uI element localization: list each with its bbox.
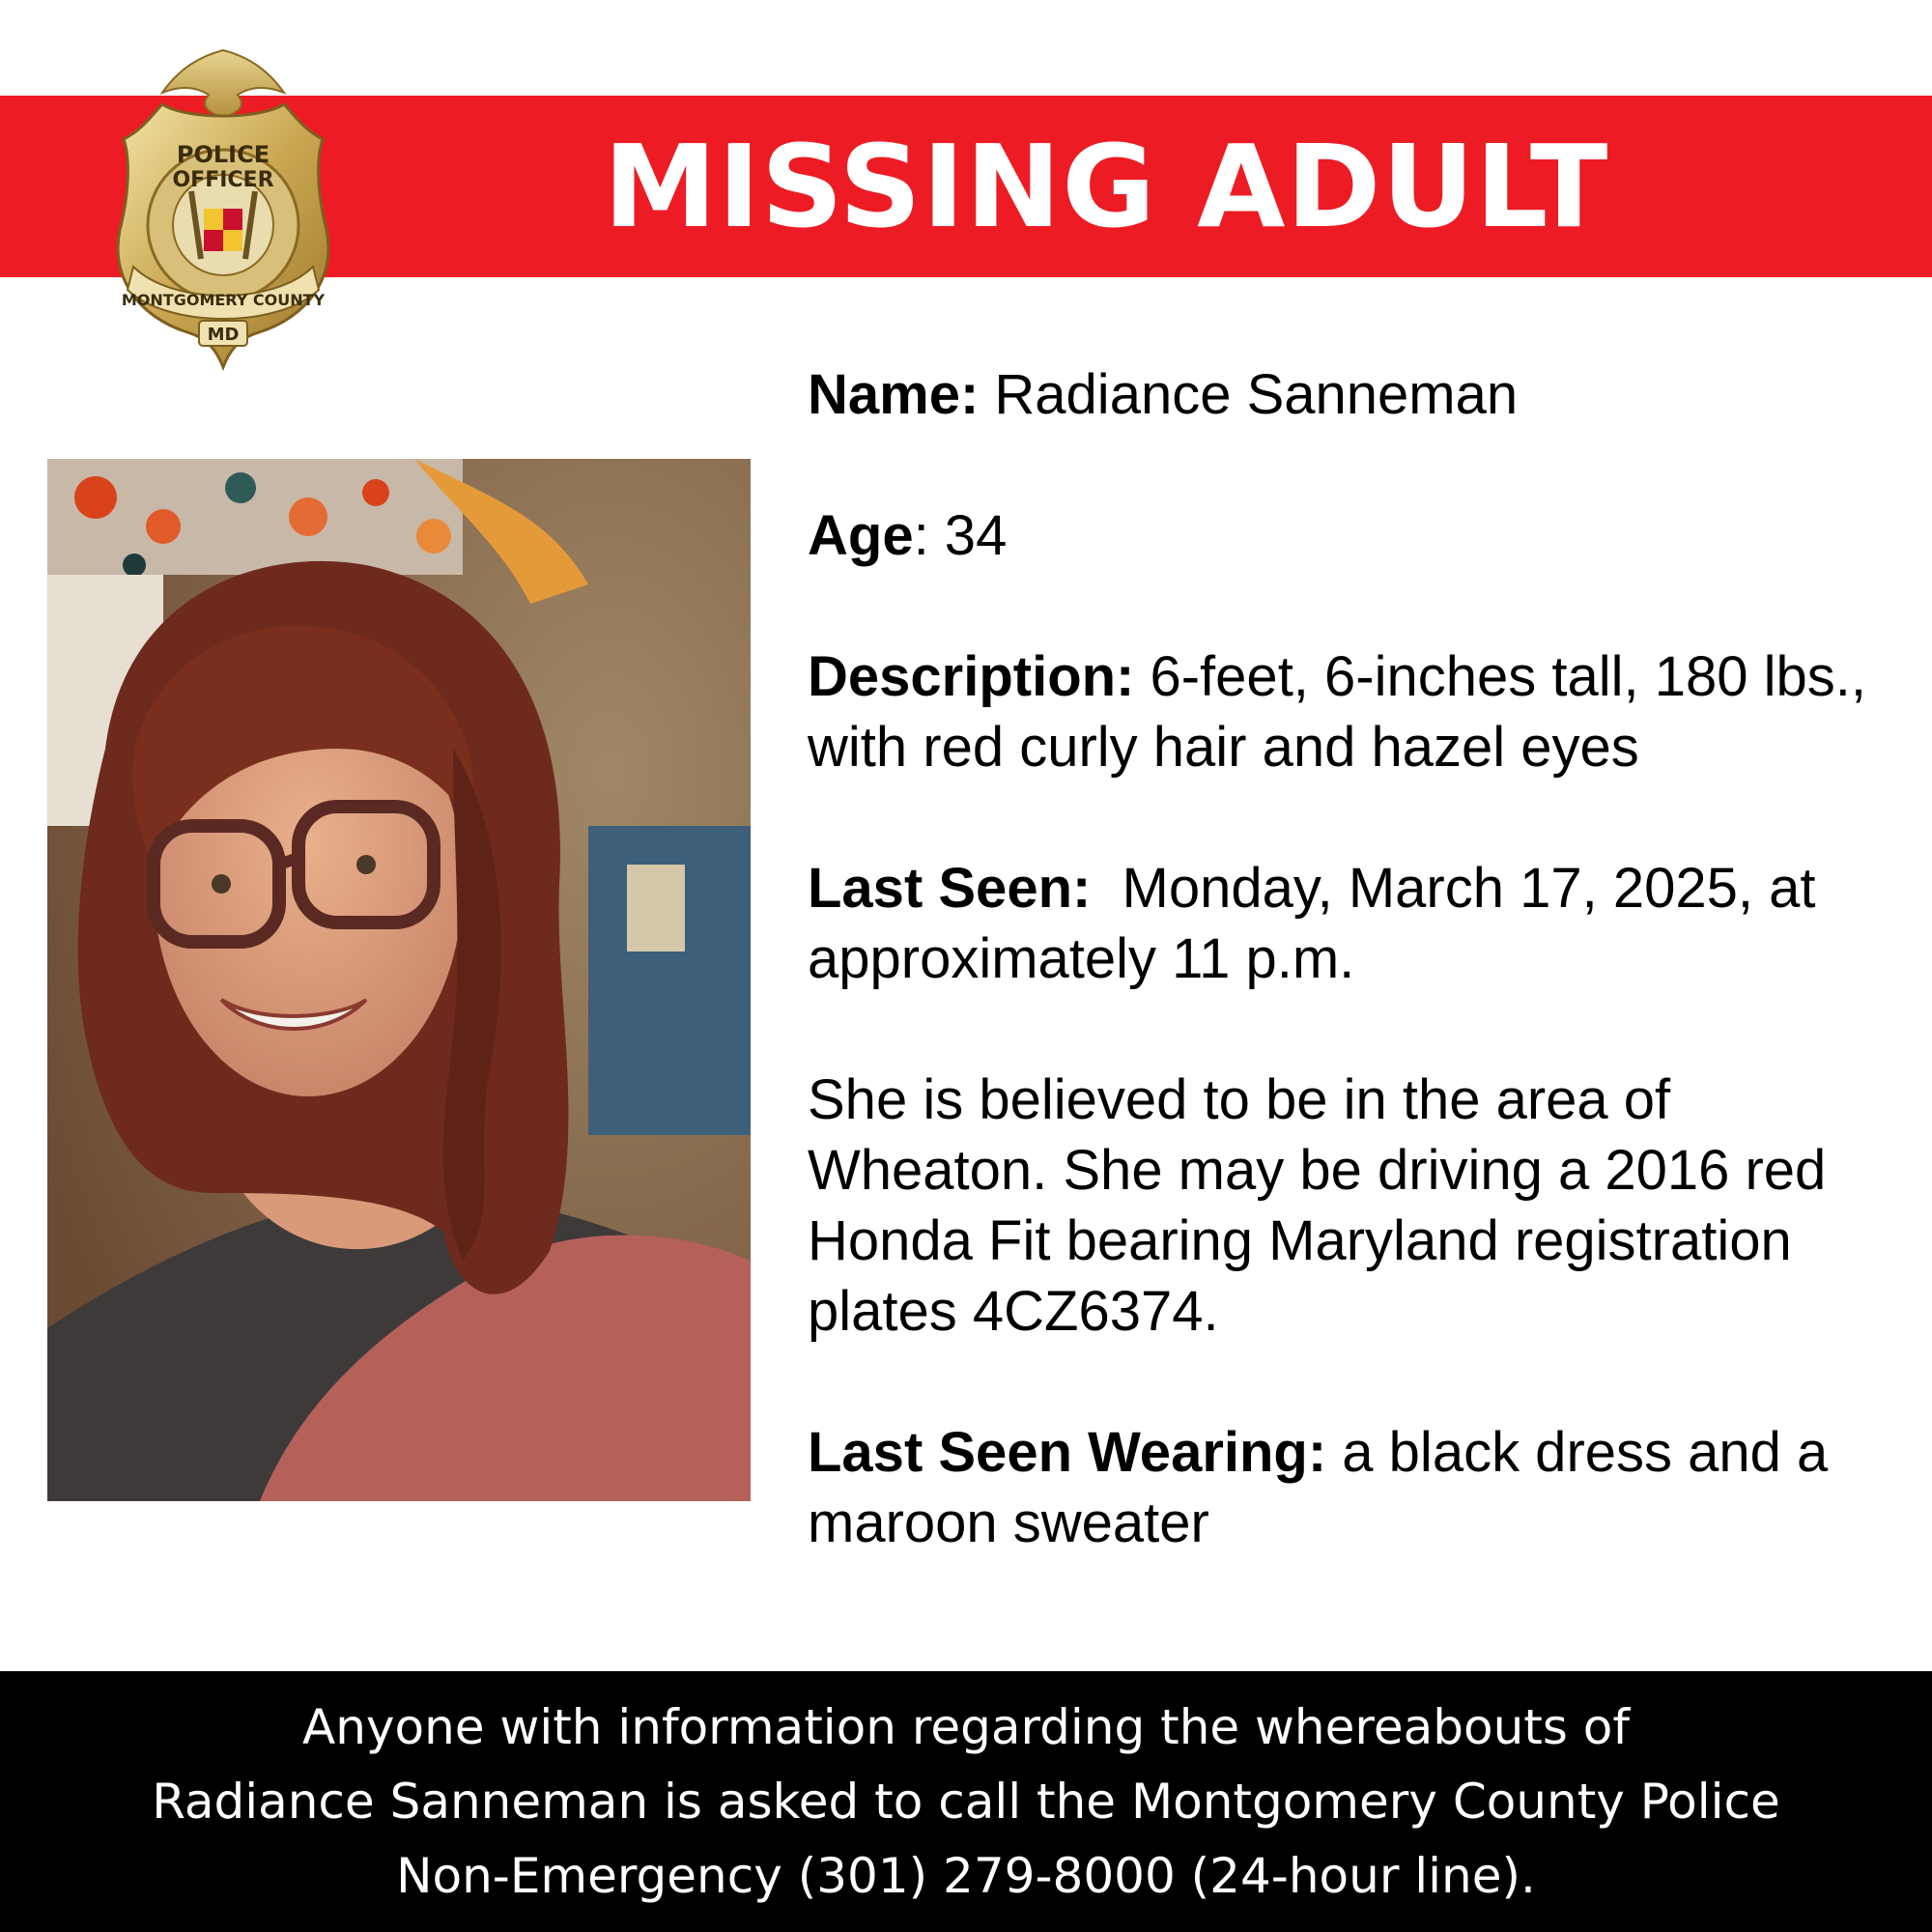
description-row: [808, 641, 1889, 782]
age-row: [808, 500, 1889, 571]
area-text: She is believed to be in the area of Wheaton. She may be driving a 2016 red Honda Fit bearing Maryland registration plates 4CZ6374.: [808, 1068, 1827, 1343]
last-seen-label: Last Seen:: [808, 857, 1092, 920]
age-value: : 34: [913, 504, 1008, 567]
last-seen-row: [808, 853, 1889, 994]
name-label: Name:: [808, 363, 980, 426]
age-label: Age: [808, 504, 914, 567]
wearing-value: a black dress and a maroon sweater: [808, 1421, 1829, 1554]
description-label: Description:: [808, 645, 1135, 708]
footer-line-3: Non-Emergency (301) 279-8000 (24-hour line).: [396, 1847, 1536, 1904]
wearing-label: Last Seen Wearing:: [808, 1421, 1327, 1484]
page-title: MISSING ADULT: [603, 120, 1609, 253]
badge-text-md: MD: [207, 325, 240, 345]
contact-footer: [0, 1671, 1932, 1932]
badge-text-police: POLICE: [176, 141, 270, 168]
name-row: [808, 359, 1889, 430]
police-badge-icon: [95, 46, 352, 373]
footer-line-2: Radiance Sanneman is asked to call the Montgomery County Police: [152, 1773, 1780, 1830]
last-seen-value: Monday, March 17, 2025, at approximately 11 p.m.: [808, 857, 1832, 990]
portrait-photo: [47, 459, 751, 1501]
badge-ribbon-text: MONTGOMERY COUNTY: [121, 291, 326, 309]
footer-line-1: Anyone with information regarding the whereabouts of: [302, 1698, 1630, 1755]
description-value: 6-feet, 6-inches tall, 180 lbs., with red curly hair and hazel eyes: [808, 645, 1866, 779]
details-panel: [808, 359, 1889, 1629]
wearing-row: [808, 1417, 1889, 1558]
name-value: Radiance Sanneman: [979, 363, 1519, 426]
badge-text-officer: OFFICER: [172, 168, 274, 192]
